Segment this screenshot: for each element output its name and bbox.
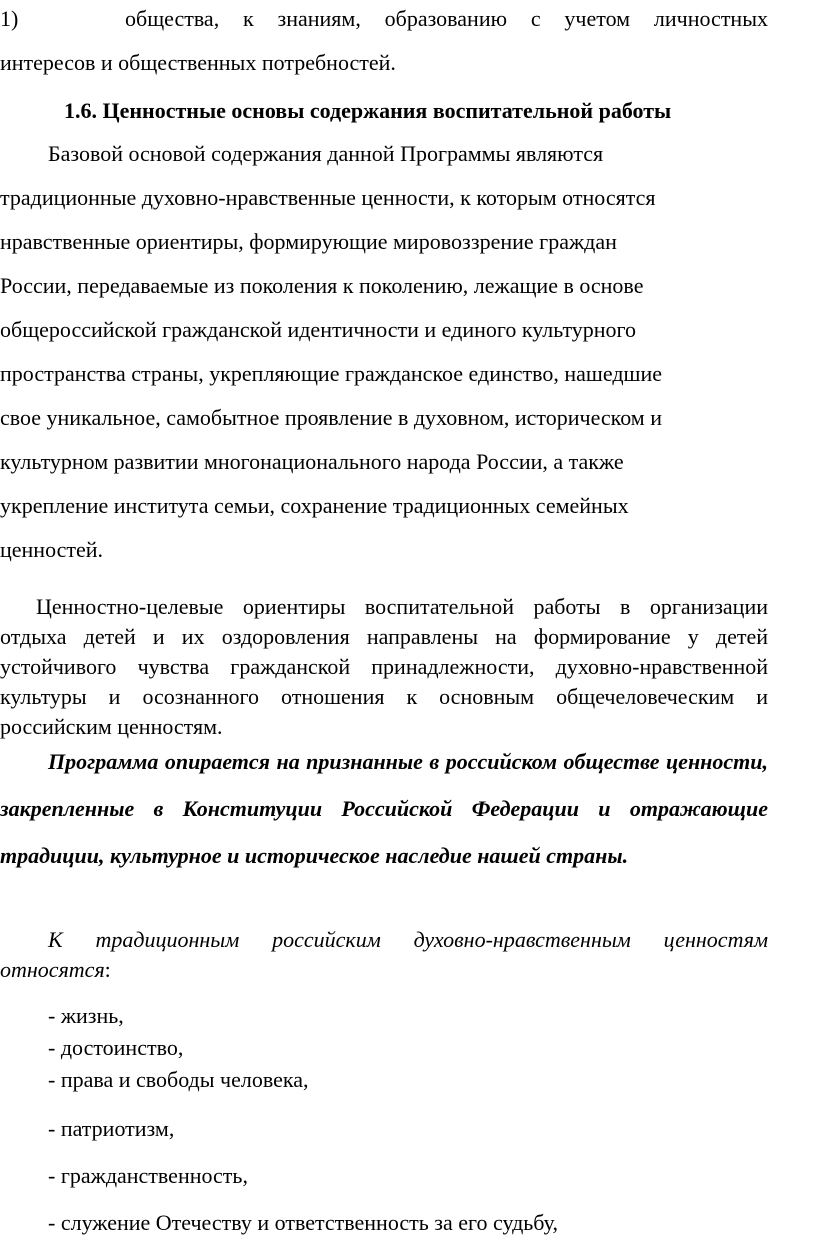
paragraph1-line: традиционные духовно-нравственные ценности, к которым относятся [0, 185, 656, 210]
paragraph1-line: ценностей. [0, 537, 104, 562]
paragraph1-line: культурном развитии многонационального народа России, а также [0, 449, 624, 474]
list-item: - права и свободы человека, [48, 1067, 309, 1092]
list-item: - жизнь, [48, 1003, 124, 1028]
paragraph-constitution: Программа опирается на признанные в российском обществе ценности, закрепленные в Конституции Российской Федерации и отражающие традиции, культурное и историческое наследие нашей страны. [0, 749, 768, 868]
list-item: - достоинство, [48, 1035, 184, 1060]
paragraph-value-targets: Ценностно-целевые ориентиры воспитательной работы в организации отдыха детей и их оздоровления направлены на формирование у детей устойчивого чувства гражданской принадлежности, духовно-нравственной культуры и осознанного отношения к основным общечеловеческим и российским ценностям. [0, 594, 768, 739]
list-item-first-line: 1) общества, к знаниям, образованию с учетом личностных [0, 0, 768, 41]
paragraph1-line: Базовой основой содержания данной Программы являются [48, 141, 604, 166]
paragraph1-line: пространства страны, укрепляющие гражданское единство, нашедшие [0, 361, 662, 386]
paragraph-core-values [0, 132, 768, 572]
list-item-number: 1) [0, 6, 19, 31]
list-item: - гражданственность, [48, 1163, 248, 1188]
list-item: - служение Отечеству и ответственность за его судьбу, [48, 1210, 558, 1235]
paragraph1-line: свое уникальное, самобытное проявление в духовном, историческом и [0, 405, 662, 430]
section-heading: 1.6. Ценностные основы содержания воспитательной работы [64, 98, 672, 123]
paragraph-traditional-values-intro: К традиционным российским духовно-нравственным ценностям относятся: [0, 927, 768, 982]
list-item-continuation [0, 0, 768, 85]
paragraph1-line: укрепление института семьи, сохранение традиционных семейных [0, 493, 629, 518]
paragraph1-line: России, передаваемые из поколения к поколению, лежащие в основе [0, 273, 644, 298]
list-item-second-line: интересов и общественных потребностей. [0, 50, 396, 75]
paragraph1-line: нравственные ориентиры, формирующие мировоззрение граждан [0, 229, 617, 254]
list-item: - патриотизм, [48, 1116, 175, 1141]
paragraph1-line: общероссийской гражданской идентичности и единого культурного [0, 317, 637, 342]
